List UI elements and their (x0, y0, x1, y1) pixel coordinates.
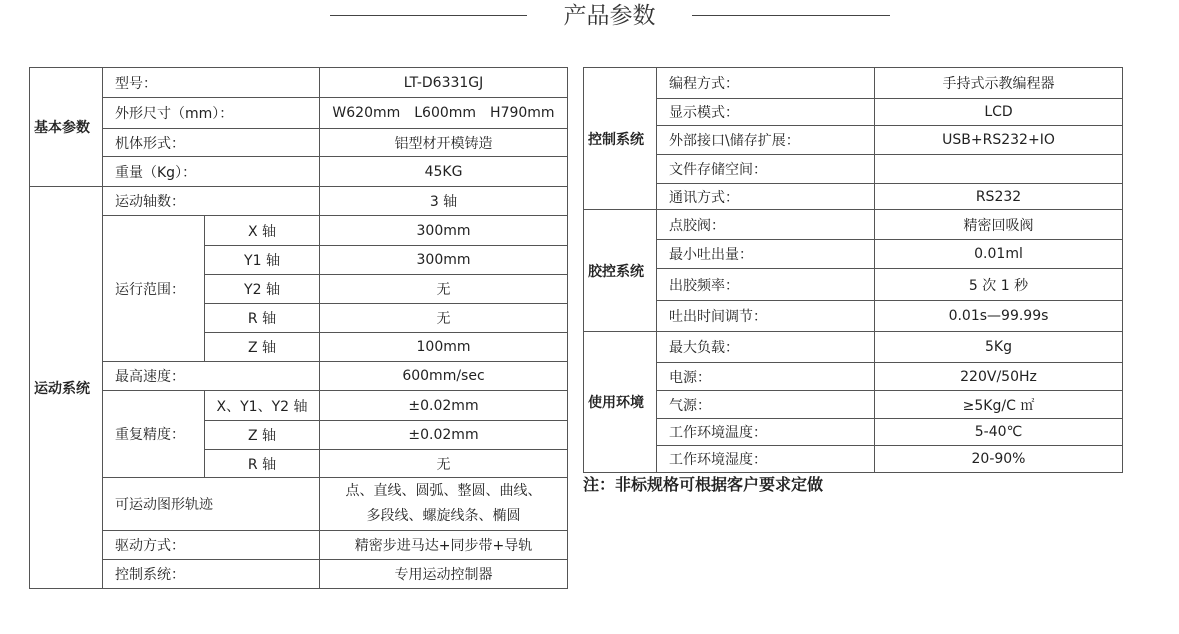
precision-axis: Z 轴 (205, 421, 320, 450)
precision-value: 无 (320, 450, 568, 478)
table-row (30, 98, 568, 129)
range-axis: Y2 轴 (205, 275, 320, 304)
model-value: LT-D6331GJ (320, 68, 568, 98)
table-row (584, 363, 1123, 391)
table-row (30, 391, 568, 421)
table-row (30, 129, 568, 157)
table-row (584, 126, 1123, 155)
table-row (584, 210, 1123, 240)
table-row (584, 419, 1123, 446)
precision-label: 重复精度： (103, 391, 205, 478)
drive-label: 驱动方式： (103, 531, 320, 560)
range-axis: X 轴 (205, 216, 320, 246)
control-value: 专用运动控制器 (320, 560, 568, 589)
time-value: 0.01s—99.99s (875, 301, 1123, 332)
weight-label: 重量（Kg）： (103, 157, 320, 187)
size-label: 外形尺寸（mm）： (103, 98, 320, 129)
axes-label: 运动轴数： (103, 187, 320, 216)
range-label: 运行范围： (103, 216, 205, 362)
valve-label: 点胶阀： (657, 210, 875, 240)
title-divider-left (330, 15, 527, 16)
temp-label: 工作环境温度： (657, 419, 875, 446)
storage-value (875, 155, 1123, 184)
interface-value: USB+RS232+IO (875, 126, 1123, 155)
freq-value: 5 次 1 秒 (875, 269, 1123, 301)
temp-value: 5-40℃ (875, 419, 1123, 446)
size-w: W620mm (332, 105, 401, 121)
table-row (584, 99, 1123, 126)
table-row (584, 332, 1123, 363)
power-label: 电源： (657, 363, 875, 391)
precision-axis: X、Y1、Y2 轴 (205, 391, 320, 421)
precision-value: ±0.02mm (320, 391, 568, 421)
group-glue-label: 胶控系统 (584, 210, 657, 332)
table-row (584, 240, 1123, 269)
table-row (584, 68, 1123, 99)
table-row (30, 560, 568, 589)
page-title: 产品参数 (563, 3, 656, 29)
group-control-label: 控制系统 (584, 68, 657, 210)
range-value: 无 (320, 304, 568, 333)
range-value: 300mm (320, 216, 568, 246)
size-value (320, 98, 568, 129)
comm-label: 通讯方式： (657, 184, 875, 210)
storage-label: 文件存储空间： (657, 155, 875, 184)
table-row (584, 269, 1123, 301)
interface-label: 外部接口\储存扩展： (657, 126, 875, 155)
weight-value: 45KG (320, 157, 568, 187)
range-value: 无 (320, 275, 568, 304)
table-row (584, 301, 1123, 332)
comm-value: RS232 (875, 184, 1123, 210)
table-row (30, 478, 568, 531)
section-header (0, 0, 1179, 36)
custom-spec-note: 注：非标规格可根据客户要求定做 (583, 475, 824, 494)
trajectory-line-1: 点、直线、圆弧、整圆、曲线、 (345, 483, 542, 499)
title-divider-right (692, 15, 890, 16)
model-label: 型号： (103, 68, 320, 98)
table-row (584, 184, 1123, 210)
trajectory-line-2: 多段线、螺旋线条、椭圆 (366, 508, 521, 524)
table-row (30, 216, 568, 246)
range-value: 100mm (320, 333, 568, 362)
air-label: 气源： (657, 391, 875, 419)
display-value: LCD (875, 99, 1123, 126)
speed-value: 600mm/sec (320, 362, 568, 391)
trajectory-label: 可运动图形轨迹 (103, 478, 320, 531)
table-row (30, 531, 568, 560)
min-out-value: 0.01ml (875, 240, 1123, 269)
program-value: 手持式示教编程器 (875, 68, 1123, 99)
speed-label: 最高速度： (103, 362, 320, 391)
table-row (584, 391, 1123, 419)
precision-axis: R 轴 (205, 450, 320, 478)
table-row (30, 187, 568, 216)
axes-value: 3 轴 (320, 187, 568, 216)
range-value: 300mm (320, 246, 568, 275)
air-value: ≥5Kg/C ㎡ (875, 391, 1123, 419)
range-axis: R 轴 (205, 304, 320, 333)
humid-label: 工作环境湿度： (657, 446, 875, 473)
body-label: 机体形式： (103, 129, 320, 157)
group-env-label: 使用环境 (584, 332, 657, 473)
time-label: 吐出时间调节： (657, 301, 875, 332)
humid-value: 20-90% (875, 446, 1123, 473)
group-motion-label: 运动系统 (30, 187, 103, 589)
table-row (30, 68, 568, 98)
control-label: 控制系统： (103, 560, 320, 589)
precision-value: ±0.02mm (320, 421, 568, 450)
table-row (30, 157, 568, 187)
table-row (584, 155, 1123, 184)
body-value: 铝型材开模铸造 (320, 129, 568, 157)
left-spec-table (29, 67, 568, 589)
table-row (30, 362, 568, 391)
program-label: 编程方式： (657, 68, 875, 99)
min-out-label: 最小吐出量： (657, 240, 875, 269)
size-l: L600mm (414, 105, 477, 121)
range-axis: Z 轴 (205, 333, 320, 362)
freq-label: 出胶频率： (657, 269, 875, 301)
drive-value: 精密步进马达+同步带+导轨 (320, 531, 568, 560)
group-basic-label: 基本参数 (30, 68, 103, 187)
display-label: 显示模式： (657, 99, 875, 126)
load-label: 最大负载： (657, 332, 875, 363)
right-spec-table (583, 67, 1123, 473)
trajectory-value (320, 478, 568, 531)
power-value: 220V/50Hz (875, 363, 1123, 391)
range-axis: Y1 轴 (205, 246, 320, 275)
valve-value: 精密回吸阀 (875, 210, 1123, 240)
table-row (584, 446, 1123, 473)
size-h: H790mm (490, 105, 555, 121)
load-value: 5Kg (875, 332, 1123, 363)
